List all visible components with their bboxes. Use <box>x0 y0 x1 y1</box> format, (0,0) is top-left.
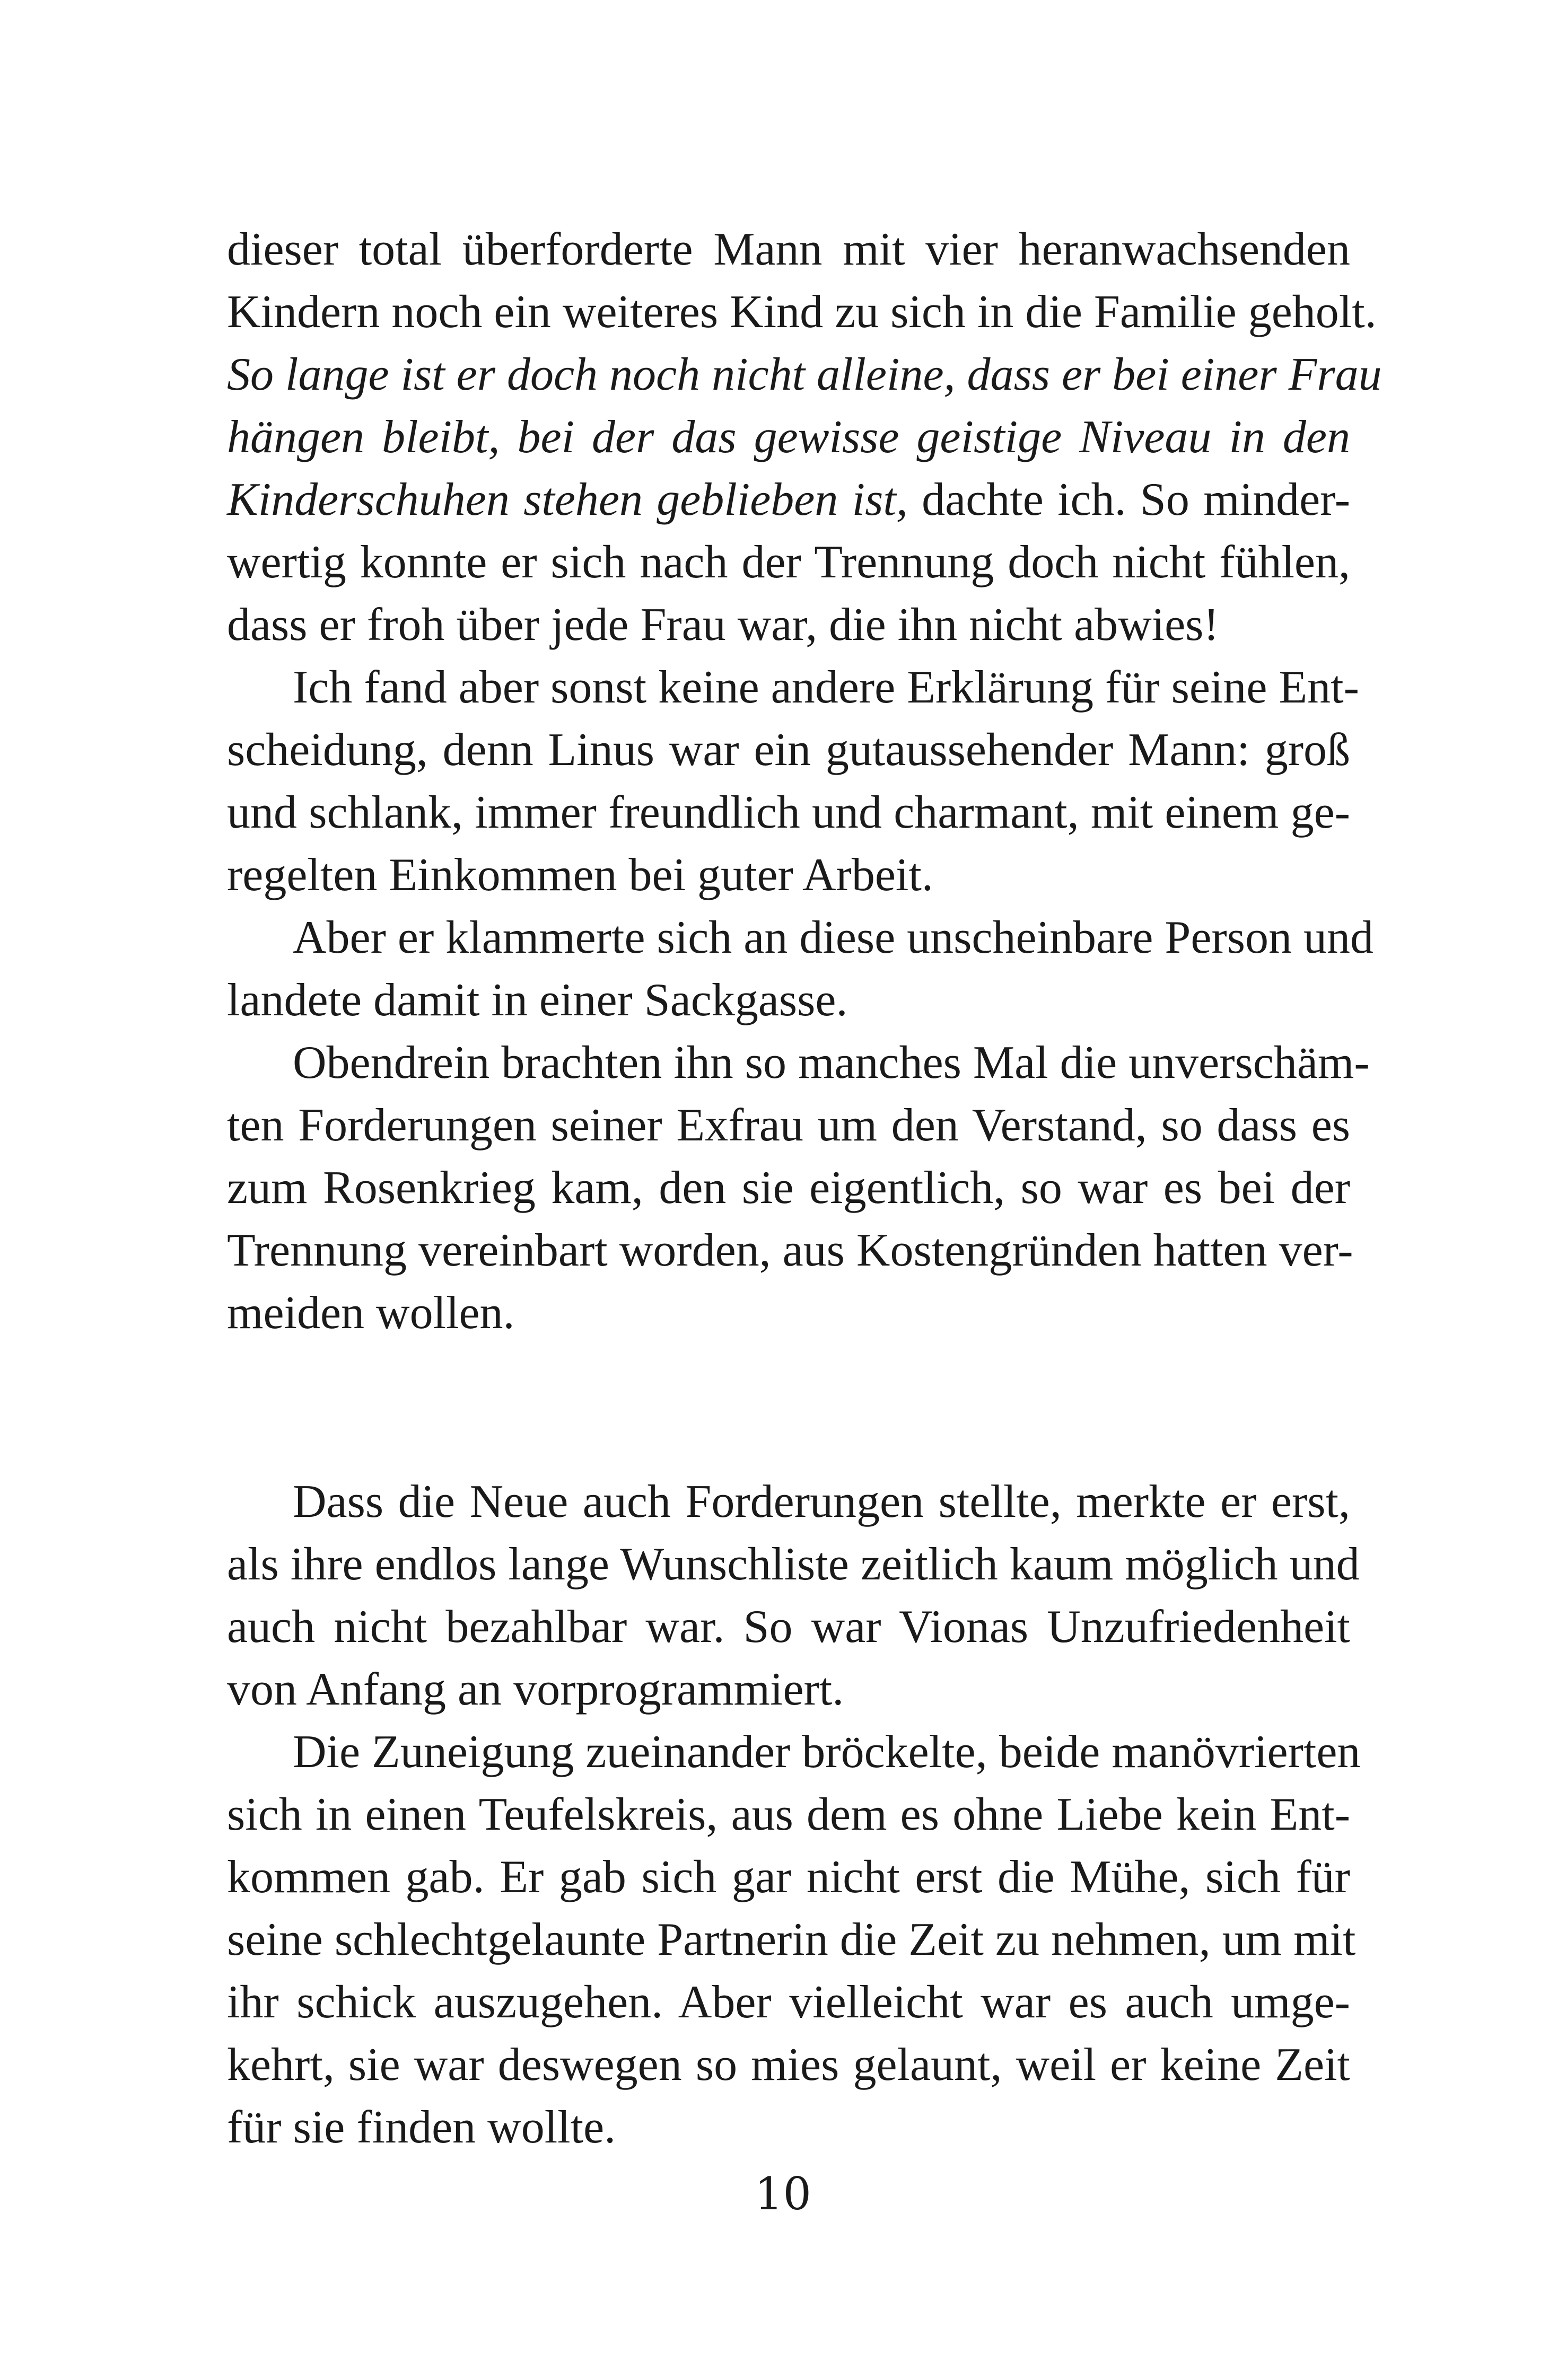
paragraph-4 <box>227 1032 1370 1345</box>
paragraph-3 <box>227 907 1373 1032</box>
text-line <box>227 469 1350 531</box>
text-line: scheidung, denn Linus war ein gutaussehender Mann: groß <box>227 724 1350 776</box>
text-line: kehrt, sie war deswegen so mies gelaunt, weil er keine Zeit <box>227 2039 1350 2091</box>
text-line: auch nicht bezahlbar war. So war Vionas Unzufriedenheit <box>227 1601 1350 1653</box>
text-line: Obendrein brachten ihn so manches Mal die unverschäm- <box>293 1037 1370 1088</box>
text-line: wertig konnte er sich nach der Trennung doch nicht fühlen, <box>227 537 1350 588</box>
text-line: ten Forderungen seiner Exfrau um den Verstand, so dass es <box>227 1100 1350 1151</box>
text-line: sich in einen Teufelskreis, aus dem es ohne Liebe kein Ent- <box>227 1789 1350 1840</box>
paragraph-1 <box>227 218 1382 656</box>
text-line: zum Rosenkrieg kam, den sie eigentlich, so war es bei der <box>227 1162 1350 1214</box>
text-line: Kindern noch ein weiteres Kind zu sich in die Familie geholt. <box>227 286 1377 338</box>
text-line: seine schlechtgelaunte Partnerin die Zeit zu nehmen, um mit <box>227 1914 1356 1965</box>
text-line: landete damit in einer Sackgasse. <box>227 974 848 1026</box>
page-number: 10 <box>755 2168 811 2220</box>
text-line: als ihre endlos lange Wunschliste zeitlich kaum möglich und <box>227 1539 1360 1590</box>
text-line: von Anfang an vorprogrammiert. <box>227 1664 844 1715</box>
text-line: Ich fand aber sonst keine andere Erklärung für seine Ent- <box>293 662 1359 713</box>
text-fragment: dachte ich. So minder- <box>907 474 1351 525</box>
italic-thought: So lange ist er doch noch nicht alleine, dass er bei einer Frau <box>227 349 1382 400</box>
scene-break <box>227 1345 1350 1471</box>
text-line: Trennung vereinbart worden, aus Kostengründen hatten ver- <box>227 1225 1353 1276</box>
text-line: kommen gab. Er gab sich gar nicht erst die Mühe, sich für <box>227 1851 1350 1903</box>
text-line: ihr schick auszugehen. Aber vielleicht war es auch umge- <box>227 1977 1350 2028</box>
text-line: dieser total überforderte Mann mit vier heranwachsenden <box>227 224 1350 275</box>
text-line: und schlank, immer freundlich und charmant, mit einem ge- <box>227 787 1350 838</box>
text-line: meiden wollen. <box>227 1287 515 1339</box>
paragraph-2 <box>227 656 1359 907</box>
text-line <box>227 406 1350 469</box>
text-line <box>227 344 1382 406</box>
italic-thought: hängen bleibt, bei der das gewisse geistige Niveau in den <box>227 411 1350 463</box>
paragraph-6 <box>227 1721 1361 2159</box>
italic-thought: Kinderschuhen stehen geblieben ist, <box>227 474 908 525</box>
body-text <box>227 218 1382 2159</box>
text-line: Die Zuneigung zueinander bröckelte, beide manövrierten <box>293 1726 1361 1778</box>
text-line: Aber er klammerte sich an diese unscheinbare Person und <box>293 912 1373 963</box>
text-line: Dass die Neue auch Forderungen stellte, merkte er erst, <box>293 1476 1350 1527</box>
text-line: regelten Einkommen bei guter Arbeit. <box>227 849 933 901</box>
text-line: für sie finden wollte. <box>227 2102 616 2153</box>
text-line: dass er froh über jede Frau war, die ihn nicht abwies! <box>227 599 1219 651</box>
paragraph-5 <box>227 1471 1360 1721</box>
